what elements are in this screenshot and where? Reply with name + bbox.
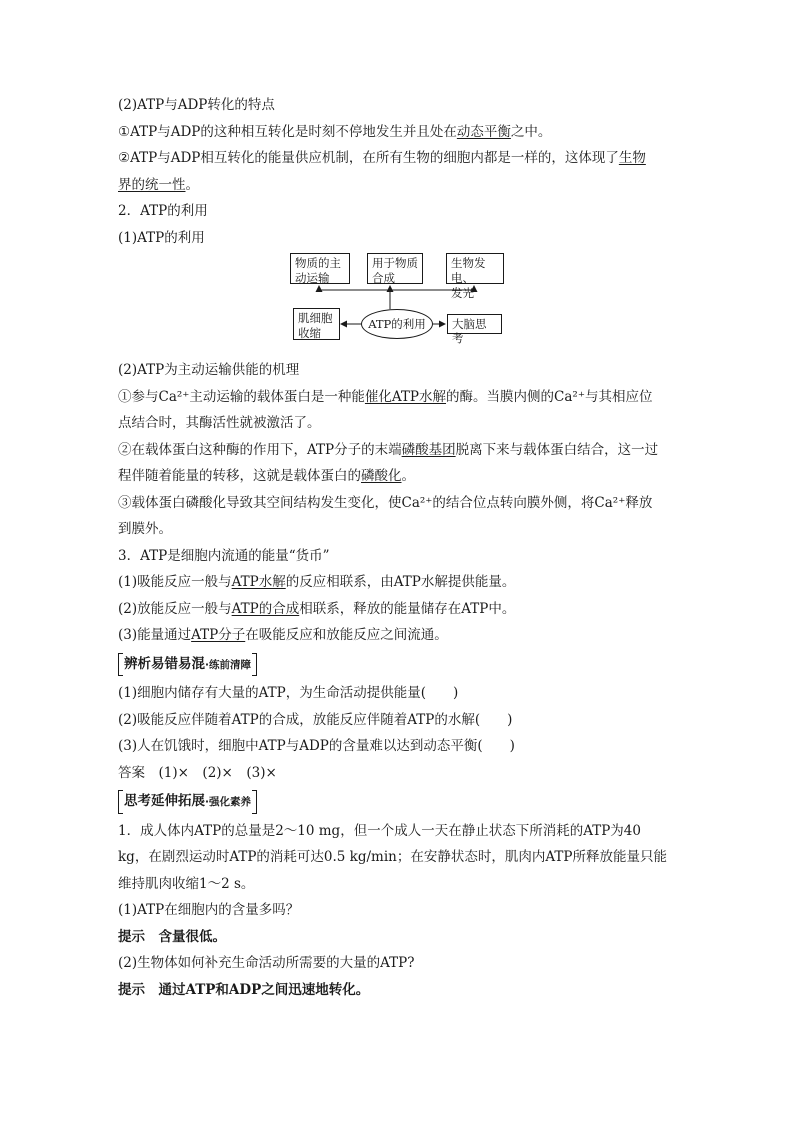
atp-usage-diagram xyxy=(118,253,684,353)
text-line: 点结合时，其酶活性就被激活了。 xyxy=(118,415,321,431)
question-line: (2)吸能反应伴随着ATP的合成，放能反应伴随着ATP的水解( ) xyxy=(118,711,513,728)
document-page xyxy=(118,92,684,1003)
text-line: ③载体蛋白磷酸化导致其空间结构发生变化，使Ca²⁺的结合位点转向膜外侧，将Ca²⁺释放 xyxy=(118,494,653,511)
text-line: (1)吸能反应一般与ATP水解的反应相联系，由ATP水解提供能量。 xyxy=(118,574,516,590)
text-line: (1)ATP的利用 xyxy=(118,229,205,246)
text-line: (2)生物体如何补充生命活动所需要的大量的ATP? xyxy=(118,955,415,971)
text-line: ②ATP与ADP相互转化的能量供应机制，在所有生物的细胞内都是一样的，这体现了生物 xyxy=(118,150,646,166)
box-active-transport: 物质的主 动运输 xyxy=(290,253,350,284)
text-line: 到膜外。 xyxy=(118,521,172,537)
hint-line: 提示 含量很低。 xyxy=(118,928,226,945)
answer-line: 答案 (1)× (2)× (3)× xyxy=(118,764,277,781)
text-line: kg，在剧烈运动时ATP的消耗可达0.5 kg/min；在安静状态时，肌肉内ATP所释放能量只能 xyxy=(118,849,667,865)
text-line: 1．成人体内ATP的总量是2～10 mg，但一个成人一天在静止状态下所消耗的ATP为40 xyxy=(118,822,641,839)
section-heading: 3．ATP是细胞内流通的能量“货币” xyxy=(118,547,330,564)
section-tag-extension: 思考延伸拓展·强化素养 xyxy=(118,788,257,816)
text-line: 维持肌肉收缩1～2 s。 xyxy=(118,875,255,892)
question-line: (1)细胞内储存有大量的ATP，为生命活动提供能量( ) xyxy=(118,685,459,701)
text-line: ①ATP与ADP的这种相互转化是时刻不停地发生并且处在动态平衡之中。 xyxy=(118,123,552,140)
question-line: (3)人在饥饿时，细胞中ATP与ADP的含量难以达到动态平衡( ) xyxy=(118,738,515,754)
section-heading: 2．ATP的利用 xyxy=(118,203,208,219)
box-bioelectric: 生物发电、 发光 xyxy=(446,253,504,284)
text-line: ①参与Ca²⁺主动运输的载体蛋白是一种能催化ATP水解的酶。当膜内侧的Ca²⁺与其相应位 xyxy=(118,388,653,405)
text-line: (3)能量通过ATP分子在吸能反应和放能反应之间流通。 xyxy=(118,627,448,643)
section-tag-line xyxy=(118,786,684,818)
text-line: (1)ATP在细胞内的含量多吗？ xyxy=(118,902,300,918)
text-line: (2)ATP与ADP转化的特点 xyxy=(118,97,275,113)
section-tag-line xyxy=(118,649,684,681)
box-brain: 大脑思考 xyxy=(447,314,502,334)
hint-line: 提示 通过ATP和ADP之间迅速地转化。 xyxy=(118,981,370,998)
text-line: 界的统一性。 xyxy=(118,176,199,193)
text-line: 程伴随着能量的转移，这就是载体蛋白的磷酸化。 xyxy=(118,468,415,484)
center-ellipse: ATP的利用 xyxy=(361,309,433,339)
text-line: (2)放能反应一般与ATP的合成相联系，释放的能量储存在ATP中。 xyxy=(118,600,516,617)
text-line: (2)ATP为主动运输供能的机理 xyxy=(118,362,300,378)
box-muscle: 肌细胞 收缩 xyxy=(293,308,340,340)
text-line: ②在载体蛋白这种酶的作用下，ATP分子的末端磷酸基团脱离下来与载体蛋白结合，这一过 xyxy=(118,441,659,458)
box-synthesis: 用于物质 合成 xyxy=(367,253,423,284)
section-tag-misconceptions: 辨析易错易混·练前清障 xyxy=(118,651,257,679)
